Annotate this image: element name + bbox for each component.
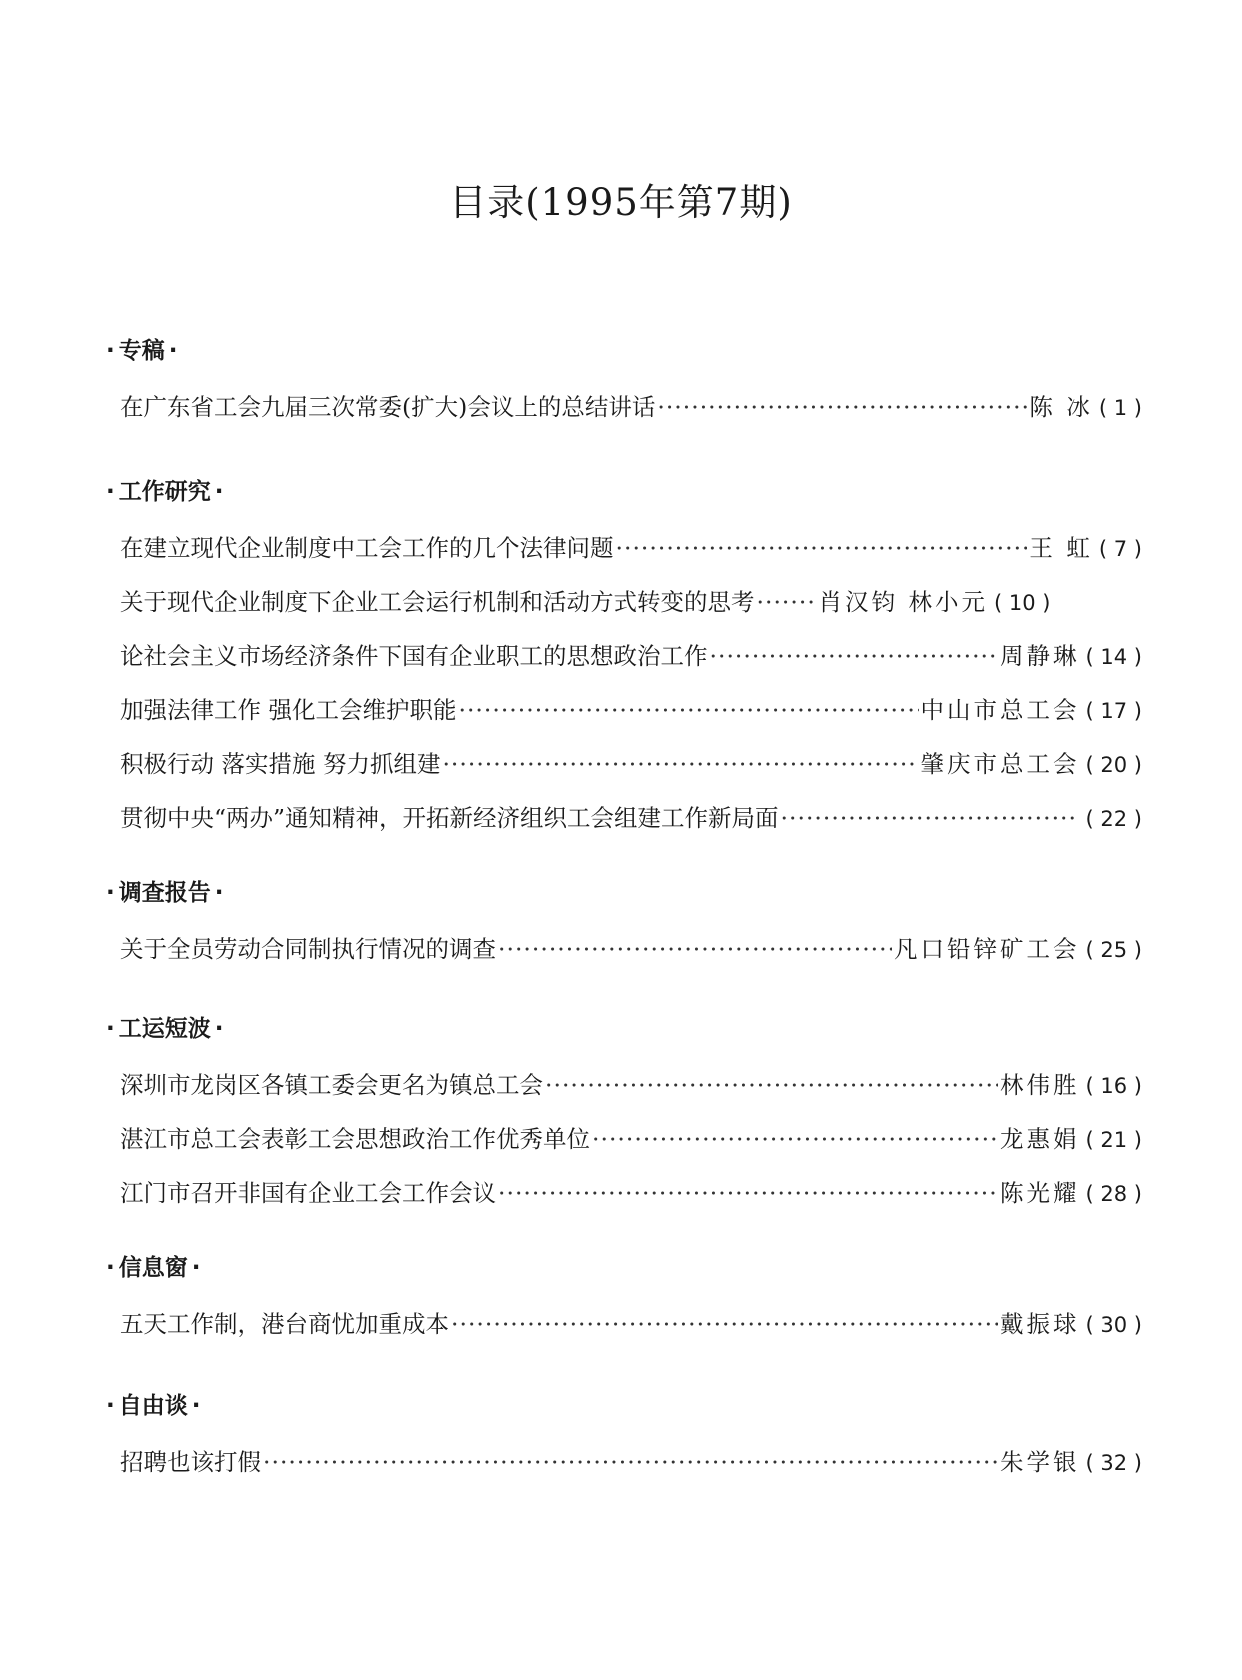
entry-page: ( 14 ) [1086, 645, 1142, 669]
entry-page: ( 20 ) [1086, 753, 1142, 777]
toc-entry[interactable] [102, 1305, 1142, 1359]
section-heading: · 调查报告 · [106, 880, 224, 906]
section-xinxi-chuang [102, 1253, 1142, 1359]
entry-page: ( 32 ) [1086, 1451, 1142, 1475]
dot-leader [451, 1310, 998, 1338]
entry-page: ( 30 ) [1086, 1313, 1142, 1337]
entry-title: 江门市召开非国有企业工会工作会议 [120, 1179, 496, 1207]
entry-page: ( 16 ) [1086, 1074, 1142, 1098]
section-heading: · 工作研究 · [106, 479, 224, 505]
toc-entry[interactable] [102, 637, 1142, 691]
entry-title: 加强法律工作 强化工会维护职能 [120, 696, 457, 724]
dot-leader [263, 1448, 998, 1476]
entry-title: 在广东省工会九届三次常委(扩大)会议上的总结讲话 [120, 393, 656, 421]
entry-title: 关于全员劳动合同制执行情况的调查 [120, 935, 496, 963]
entry-author: 林伟胜 [1000, 1071, 1080, 1099]
section-heading: · 自由谈 · [106, 1393, 201, 1419]
section-ziyou-tan [102, 1391, 1142, 1497]
entry-title: 招聘也该打假 [120, 1448, 261, 1476]
entry-title: 贯彻中央“两办”通知精神，开拓新经济组织工会组建工作新局面 [120, 804, 779, 832]
section-heading: · 专稿 · [106, 338, 178, 364]
entry-author: 陈光耀 [1000, 1179, 1080, 1207]
entry-author: 中山市总工会 [920, 696, 1080, 724]
toc-entry[interactable] [102, 1443, 1142, 1497]
toc-entry[interactable] [102, 1174, 1142, 1228]
entry-page: ( 1 ) [1099, 396, 1142, 420]
entry-author: 肇庆市总工会 [920, 750, 1080, 778]
dot-leader [781, 804, 1078, 832]
dot-leader [498, 935, 892, 963]
section-heading: · 信息窗 · [106, 1255, 201, 1281]
section-zhuangao [102, 336, 1142, 442]
entry-title: 在建立现代企业制度中工会工作的几个法律问题 [120, 534, 614, 562]
dot-leader [458, 696, 918, 724]
entry-page: ( 25 ) [1086, 938, 1142, 962]
entry-author: 龙惠娟 [1000, 1125, 1080, 1153]
dot-leader [592, 1125, 998, 1153]
entry-page: ( 17 ) [1086, 699, 1142, 723]
entry-author: 戴振球 [1000, 1310, 1080, 1338]
toc-entry[interactable] [102, 691, 1142, 745]
dot-leader [657, 393, 1027, 421]
dot-leader [498, 1179, 998, 1207]
entry-title: 深圳市龙岗区各镇工委会更名为镇总工会 [120, 1071, 543, 1099]
toc-entry[interactable] [102, 799, 1142, 853]
entry-page: ( 28 ) [1086, 1182, 1142, 1206]
dot-leader [545, 1071, 998, 1099]
toc-entry[interactable] [102, 529, 1142, 583]
entry-title: 论社会主义市场经济条件下国有企业职工的思想政治工作 [120, 642, 708, 670]
entry-title: 积极行动 落实措施 努力抓组建 [120, 750, 441, 778]
entry-author: 朱学银 [1000, 1448, 1080, 1476]
toc-entry[interactable] [102, 745, 1142, 799]
dot-leader [442, 750, 918, 778]
section-diaocha-baogao [102, 878, 1142, 984]
toc-entry[interactable] [102, 1120, 1142, 1174]
section-gongzuo-yanjiu [102, 477, 1142, 853]
entry-page: ( 22 ) [1086, 807, 1142, 831]
toc-entry[interactable] [102, 930, 1142, 984]
section-heading: · 工运短波 · [106, 1016, 224, 1042]
entry-author: 周静琳 [1000, 642, 1080, 670]
toc-entry[interactable] [102, 1066, 1142, 1120]
dot-leader [757, 588, 817, 616]
entry-page: ( 7 ) [1099, 537, 1142, 561]
section-gongyun-duanbo [102, 1014, 1142, 1228]
entry-title: 关于现代企业制度下企业工会运行机制和活动方式转变的思考 [120, 588, 755, 616]
dot-leader [616, 534, 1028, 562]
page-title: 目录(1995年第7期) [449, 181, 793, 224]
dot-leader [710, 642, 999, 670]
entry-title: 湛江市总工会表彰工会思想政治工作优秀单位 [120, 1125, 590, 1153]
entry-title: 五天工作制，港台商忧加重成本 [120, 1310, 449, 1338]
entry-author: 凡口铅锌矿工会 [894, 935, 1080, 963]
entry-author: 陈 冰 [1029, 393, 1093, 421]
entry-page: ( 10 ) [994, 591, 1050, 615]
entry-author: 肖汉钧 林小元 [818, 588, 988, 616]
toc-entry[interactable] [102, 388, 1142, 442]
entry-page: ( 21 ) [1086, 1128, 1142, 1152]
entry-author: 王 虹 [1029, 534, 1093, 562]
toc-entry[interactable] [102, 583, 1142, 637]
